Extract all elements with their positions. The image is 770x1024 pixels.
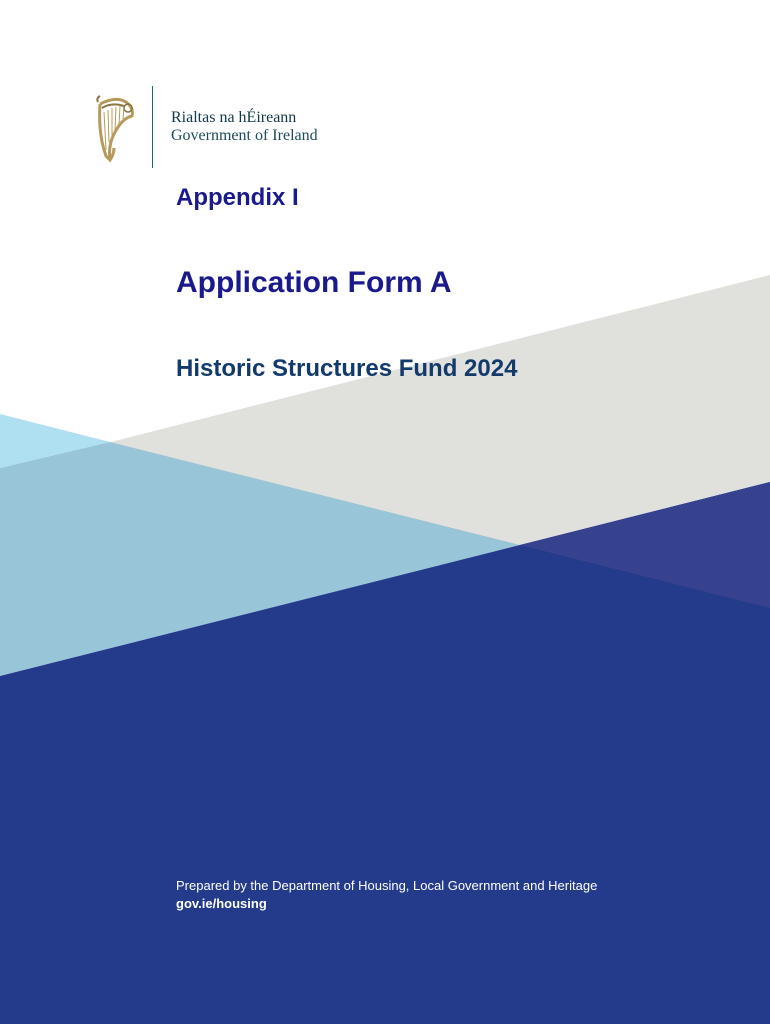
form-title: Application Form A (176, 266, 452, 299)
logo-divider (152, 86, 153, 168)
fund-subtitle: Historic Structures Fund 2024 (176, 355, 518, 382)
government-logo (92, 86, 352, 170)
website-link[interactable]: gov.ie/housing (176, 896, 267, 911)
prepared-by-text: Prepared by the Department of Housing, Local Government and Heritage (176, 878, 598, 893)
english-name: Government of Ireland (171, 127, 318, 144)
harp-icon (92, 94, 138, 164)
appendix-label: Appendix I (176, 184, 299, 211)
government-wordmark (171, 109, 318, 145)
irish-name: Rialtas na hÉireann (171, 109, 297, 126)
